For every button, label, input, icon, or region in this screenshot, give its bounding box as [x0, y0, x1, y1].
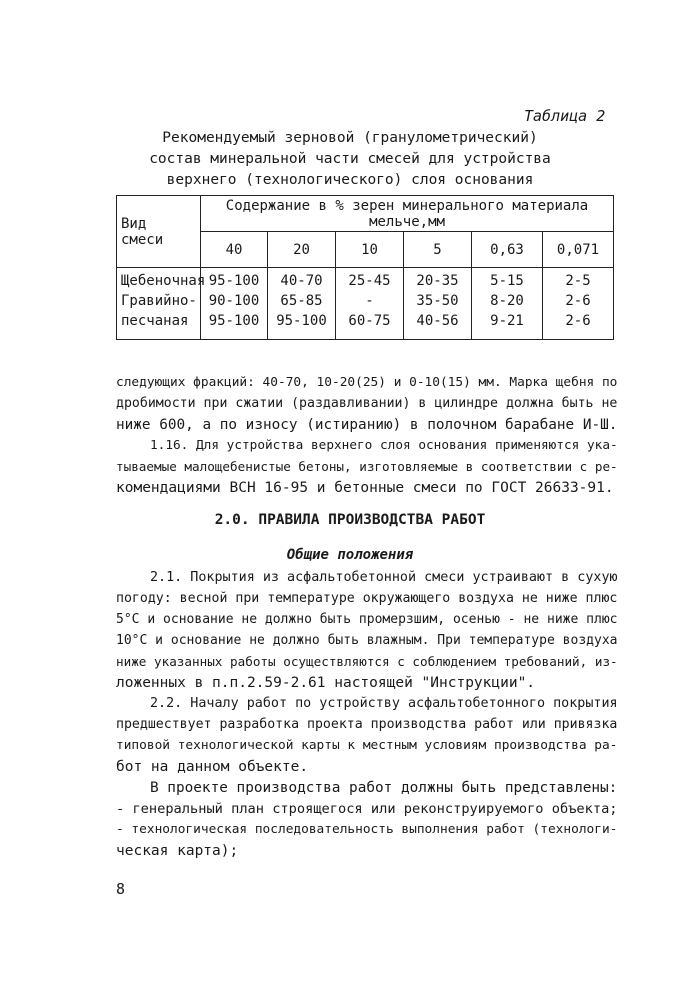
table-cell — [268, 268, 336, 340]
mix-type-label: песчаная — [121, 313, 189, 329]
page-number: 8 — [116, 880, 126, 898]
body-text-line: ниже указанных работы осуществляются с соблюдением требований, из- — [116, 654, 618, 669]
table-caption-line: верхнего (технологического) слоя основания — [166, 172, 534, 188]
table-cell — [472, 268, 543, 340]
table-label: Таблица 2 — [524, 107, 606, 125]
table-caption-line: состав минеральной части смесей для устройства — [149, 151, 551, 167]
mix-type-header: Вид смеси — [117, 196, 201, 268]
cell-value: 90-100 — [208, 293, 260, 309]
cell-value: 2-5 — [565, 273, 591, 289]
body-text-line: тываемые малощебенистые бетоны, изготовляемые в соответствии с ре- — [116, 459, 618, 474]
body-text-line: 2.1. Покрытия из асфальтобетонной смеси устраивают в сухую — [150, 570, 618, 585]
body-text-line: 10°С и основание не должно быть влажным. При температуре воздуха — [116, 633, 618, 648]
mix-type-label: Гравийно- — [121, 293, 197, 309]
cell-value: 20-35 — [416, 273, 459, 289]
table-cell — [201, 268, 268, 340]
size-header: 20 — [268, 232, 336, 268]
body-text-line: бот на данном объекте. — [116, 759, 309, 775]
table-row — [117, 268, 614, 340]
cell-value: 25-45 — [348, 273, 391, 289]
body-text-line: комендациями ВСН 16-95 и бетонные смеси по ГОСТ 26633-91. — [116, 480, 614, 496]
size-header: 10 — [336, 232, 404, 268]
body-text-line: погоду: весной при температуре окружающего воздуха не ниже плюс — [116, 591, 618, 606]
body-text-line: ческая карта); — [116, 843, 239, 859]
body-text-line: - технологическая последовательность выполнения работ (технологи- — [116, 822, 618, 837]
cell-value: 60-75 — [348, 313, 391, 329]
cell-value: - — [365, 293, 374, 309]
table-cell — [336, 268, 404, 340]
body-text-line: типовой технологической карты к местным условиям производства ра- — [116, 738, 618, 753]
cell-value: 95-100 — [276, 313, 327, 329]
subsection-heading: Общие положения — [286, 547, 414, 563]
mix-type-label: Щебеночная — [121, 273, 206, 289]
mix-type-cell — [117, 268, 206, 340]
body-text-line: ниже 600, а по износу (истиранию) в полочном барабане И-Ш. — [116, 417, 618, 433]
grain-composition-table — [116, 195, 614, 340]
body-text-line: В проекте производства работ должны быть представлены: — [150, 780, 618, 796]
body-text-line: 2.2. Началу работ по устройству асфальтобетонного покрытия — [150, 696, 618, 711]
body-text-line: дробимости при сжатии (раздавливании) в цилиндре должна быть не — [116, 396, 618, 411]
cell-value: 95-100 — [208, 273, 260, 289]
section-heading: 2.0. ПРАВИЛА ПРОИЗВОДСТВА РАБОТ — [214, 512, 486, 528]
size-header: 0,63 — [472, 232, 543, 268]
body-text-line: - генеральный план строящегося или реконструируемого объекта; — [116, 801, 618, 817]
body-text-line: предшествует разработка проекта производства работ или привязка — [116, 717, 618, 732]
cell-value: 9-21 — [490, 313, 524, 329]
cell-value: 35-50 — [416, 293, 459, 309]
cell-value: 2-6 — [565, 313, 591, 329]
cell-value: 5-15 — [490, 273, 524, 289]
content-group-header: Содержание в % зерен минерального материала мельче,мм — [201, 196, 614, 232]
table-cell — [404, 268, 472, 340]
cell-value: 65-85 — [280, 293, 323, 309]
size-header: 40 — [201, 232, 268, 268]
table-cell — [543, 268, 614, 340]
body-text-line: ложенных в п.п.2.59-2.61 настоящей "Инструкции". — [116, 675, 536, 691]
cell-value: 95-100 — [208, 313, 260, 329]
cell-value: 8-20 — [490, 293, 524, 309]
table-caption-line: Рекомендуемый зерновой (гранулометрический) — [162, 130, 538, 146]
cell-value: 40-70 — [280, 273, 323, 289]
size-header: 0,071 — [543, 232, 614, 268]
size-header: 5 — [404, 232, 472, 268]
body-text-line: следующих фракций: 40-70, 10-20(25) и 0-10(15) мм. Марка щебня по — [116, 375, 618, 390]
cell-value: 2-6 — [565, 293, 591, 309]
body-text-line: 1.16. Для устройства верхнего слоя основания применяются ука- — [150, 438, 618, 453]
cell-value: 40-56 — [416, 313, 459, 329]
body-text-line: 5°С и основание не должно быть промерзшим, осенью - не ниже плюс — [116, 612, 618, 627]
